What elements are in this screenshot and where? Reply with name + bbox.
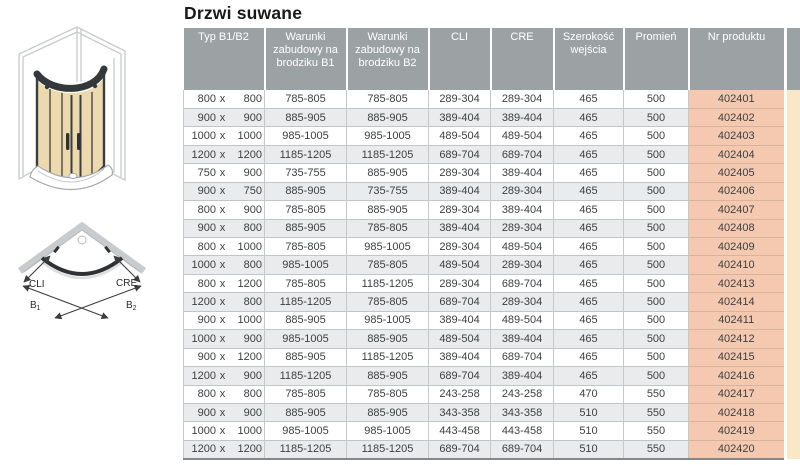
cell-cre: 689-704 xyxy=(491,348,554,366)
cell-promien: 500 xyxy=(624,201,689,219)
table-row xyxy=(184,108,784,126)
cell-promien: 550 xyxy=(624,385,689,403)
cell-nr-produktu: 402411 xyxy=(689,311,784,329)
cell-cre: 289-304 xyxy=(491,219,554,237)
header-typ: Typ B1/B2 xyxy=(184,28,265,90)
header-nr-produktu: Nr produktu xyxy=(689,28,784,90)
cell-nr-produktu: 402405 xyxy=(689,164,784,182)
table-body xyxy=(184,90,784,459)
cell-nr-produktu: 402401 xyxy=(689,90,784,108)
spec-table xyxy=(183,28,784,460)
cell-warunki-b2: 985-1005 xyxy=(347,127,429,145)
cell-warunki-b1: 985-1005 xyxy=(265,127,347,145)
cell-cre: 289-304 xyxy=(491,182,554,200)
cell-cli: 289-304 xyxy=(429,238,491,256)
table-row xyxy=(184,274,784,292)
header-promien: Promień xyxy=(624,28,689,90)
cell-nr-produktu: 402409 xyxy=(689,238,784,256)
cell-warunki-b2: 1185-1205 xyxy=(347,145,429,163)
cell-promien: 500 xyxy=(624,108,689,126)
cell-cli: 243-258 xyxy=(429,385,491,403)
cell-typ: 1200 x 1200 xyxy=(184,145,265,163)
cell-warunki-b2: 785-805 xyxy=(347,293,429,311)
cell-promien: 500 xyxy=(624,367,689,385)
cell-szerokosc: 510 xyxy=(554,422,624,440)
cell-nr-produktu: 402412 xyxy=(689,330,784,348)
cell-promien: 500 xyxy=(624,274,689,292)
cell-promien: 500 xyxy=(624,164,689,182)
page-title: Drzwi suwane xyxy=(184,3,303,23)
cell-cli: 443-458 xyxy=(429,422,491,440)
cell-typ: 900 x 800 xyxy=(184,219,265,237)
cell-promien: 500 xyxy=(624,330,689,348)
cell-warunki-b2: 785-805 xyxy=(347,256,429,274)
drain xyxy=(69,173,77,178)
cell-typ: 1200 x 1200 xyxy=(184,440,265,458)
table-row xyxy=(184,403,784,421)
cell-nr-produktu: 402419 xyxy=(689,422,784,440)
cell-cli: 289-304 xyxy=(429,90,491,108)
header-cli: CLI xyxy=(429,28,491,90)
table-row xyxy=(184,348,784,366)
roller-right xyxy=(93,84,97,88)
cell-cre: 389-404 xyxy=(491,367,554,385)
label-b1: $B_1$ xyxy=(30,300,41,312)
cell-szerokosc: 465 xyxy=(554,311,624,329)
cell-nr-produktu: 402413 xyxy=(689,274,784,292)
cell-nr-produktu: 402416 xyxy=(689,367,784,385)
cell-warunki-b2: 885-905 xyxy=(347,108,429,126)
cell-szerokosc: 465 xyxy=(554,219,624,237)
cell-szerokosc: 465 xyxy=(554,330,624,348)
cell-warunki-b2: 985-1005 xyxy=(347,422,429,440)
cell-szerokosc: 465 xyxy=(554,182,624,200)
label-cre: CRE xyxy=(116,278,138,289)
table-row xyxy=(184,219,784,237)
cell-warunki-b1: 1185-1205 xyxy=(265,440,347,458)
cell-szerokosc: 465 xyxy=(554,127,624,145)
cell-nr-produktu: 402410 xyxy=(689,256,784,274)
cell-typ: 900 x 1000 xyxy=(184,311,265,329)
cell-cre: 243-258 xyxy=(491,385,554,403)
cell-cre: 443-458 xyxy=(491,422,554,440)
table-row xyxy=(184,182,784,200)
cell-warunki-b1: 985-1005 xyxy=(265,330,347,348)
door-handle-right xyxy=(77,133,80,150)
cell-szerokosc: 465 xyxy=(554,164,624,182)
cell-typ: 800 x 800 xyxy=(184,90,265,108)
cell-typ: 900 x 900 xyxy=(184,108,265,126)
table-row xyxy=(184,127,784,145)
cell-warunki-b2: 785-805 xyxy=(347,219,429,237)
cell-nr-produktu: 402407 xyxy=(689,201,784,219)
header-cre: CRE xyxy=(491,28,554,90)
cell-warunki-b2: 985-1005 xyxy=(347,311,429,329)
header-row xyxy=(184,28,784,90)
cell-typ: 1000 x 900 xyxy=(184,330,265,348)
cell-warunki-b2: 1185-1205 xyxy=(347,440,429,458)
cell-warunki-b1: 785-805 xyxy=(265,274,347,292)
side-column-partial xyxy=(787,28,800,459)
cell-typ: 800 x 1000 xyxy=(184,238,265,256)
cell-promien: 500 xyxy=(624,311,689,329)
cell-warunki-b1: 985-1005 xyxy=(265,422,347,440)
cell-warunki-b1: 1185-1205 xyxy=(265,293,347,311)
cell-nr-produktu: 402404 xyxy=(689,145,784,163)
table-row xyxy=(184,164,784,182)
cell-szerokosc: 465 xyxy=(554,274,624,292)
cell-cli: 689-704 xyxy=(429,367,491,385)
roller-left xyxy=(45,85,49,89)
cell-szerokosc: 465 xyxy=(554,201,624,219)
cell-promien: 550 xyxy=(624,403,689,421)
header-warunki-b1: Warunki zabudowy na brodziku B1 xyxy=(265,28,347,90)
cell-nr-produktu: 402415 xyxy=(689,348,784,366)
table-row xyxy=(184,440,784,458)
cell-typ: 800 x 900 xyxy=(184,201,265,219)
cell-warunki-b1: 885-905 xyxy=(265,403,347,421)
cell-nr-produktu: 402420 xyxy=(689,440,784,458)
cell-warunki-b1: 985-1005 xyxy=(265,256,347,274)
cell-warunki-b2: 985-1005 xyxy=(347,238,429,256)
cell-cre: 289-304 xyxy=(491,256,554,274)
cell-promien: 500 xyxy=(624,348,689,366)
cell-warunki-b1: 885-905 xyxy=(265,108,347,126)
cell-warunki-b1: 885-905 xyxy=(265,348,347,366)
cell-nr-produktu: 402402 xyxy=(689,108,784,126)
cell-cre: 389-404 xyxy=(491,330,554,348)
cell-cli: 489-504 xyxy=(429,256,491,274)
cell-cli: 689-704 xyxy=(429,293,491,311)
cell-typ: 800 x 1200 xyxy=(184,274,265,292)
table-row xyxy=(184,385,784,403)
cell-warunki-b1: 785-805 xyxy=(265,238,347,256)
side-column-header xyxy=(787,28,800,90)
cell-warunki-b2: 785-805 xyxy=(347,90,429,108)
cell-typ: 1000 x 1000 xyxy=(184,422,265,440)
cell-nr-produktu: 402406 xyxy=(689,182,784,200)
cell-cli: 289-304 xyxy=(429,201,491,219)
cell-promien: 500 xyxy=(624,219,689,237)
cell-warunki-b1: 785-805 xyxy=(265,201,347,219)
cell-cre: 489-504 xyxy=(491,311,554,329)
cell-typ: 1200 x 800 xyxy=(184,293,265,311)
cell-cre: 389-404 xyxy=(491,201,554,219)
cell-warunki-b1: 885-905 xyxy=(265,311,347,329)
cell-typ: 1200 x 900 xyxy=(184,367,265,385)
cell-szerokosc: 465 xyxy=(554,367,624,385)
cell-cre: 389-404 xyxy=(491,164,554,182)
cell-szerokosc: 465 xyxy=(554,293,624,311)
cell-promien: 500 xyxy=(624,256,689,274)
cell-cre: 389-404 xyxy=(491,108,554,126)
cell-warunki-b2: 885-905 xyxy=(347,201,429,219)
cell-cli: 489-504 xyxy=(429,127,491,145)
cell-cli: 289-304 xyxy=(429,164,491,182)
cell-cli: 389-404 xyxy=(429,311,491,329)
cell-cli: 389-404 xyxy=(429,182,491,200)
table-row xyxy=(184,238,784,256)
cell-warunki-b2: 1185-1205 xyxy=(347,274,429,292)
cell-warunki-b1: 1185-1205 xyxy=(265,145,347,163)
cell-promien: 550 xyxy=(624,422,689,440)
cell-typ: 900 x 900 xyxy=(184,403,265,421)
spec-table-wrap xyxy=(183,28,784,460)
label-b2: $B_2$ xyxy=(126,300,137,312)
cell-cre: 489-504 xyxy=(491,238,554,256)
cell-typ: 1000 x 1000 xyxy=(184,127,265,145)
cell-promien: 550 xyxy=(624,440,689,458)
cell-cli: 389-404 xyxy=(429,348,491,366)
cell-typ: 750 x 900 xyxy=(184,164,265,182)
cell-promien: 500 xyxy=(624,145,689,163)
cell-szerokosc: 465 xyxy=(554,256,624,274)
cell-promien: 500 xyxy=(624,293,689,311)
cell-szerokosc: 465 xyxy=(554,238,624,256)
cell-szerokosc: 465 xyxy=(554,348,624,366)
cell-szerokosc: 465 xyxy=(554,90,624,108)
cell-typ: 900 x 1200 xyxy=(184,348,265,366)
cell-typ: 1000 x 800 xyxy=(184,256,265,274)
table-row xyxy=(184,145,784,163)
cell-cli: 389-404 xyxy=(429,108,491,126)
cell-cre: 689-704 xyxy=(491,440,554,458)
door-handle-left xyxy=(66,133,69,150)
cell-szerokosc: 510 xyxy=(554,440,624,458)
cell-nr-produktu: 402408 xyxy=(689,219,784,237)
cell-warunki-b2: 785-805 xyxy=(347,385,429,403)
cell-szerokosc: 465 xyxy=(554,108,624,126)
cell-cre: 689-704 xyxy=(491,145,554,163)
cell-warunki-b1: 885-905 xyxy=(265,182,347,200)
table-row xyxy=(184,367,784,385)
cell-warunki-b1: 885-905 xyxy=(265,219,347,237)
plan-drain xyxy=(78,236,86,244)
table-row xyxy=(184,422,784,440)
cell-warunki-b1: 785-805 xyxy=(265,385,347,403)
cell-warunki-b1: 785-805 xyxy=(265,90,347,108)
table-row xyxy=(184,293,784,311)
cell-szerokosc: 465 xyxy=(554,145,624,163)
cell-warunki-b1: 735-755 xyxy=(265,164,347,182)
cell-nr-produktu: 402414 xyxy=(689,293,784,311)
cell-cre: 489-504 xyxy=(491,127,554,145)
cell-szerokosc: 510 xyxy=(554,403,624,421)
cell-cre: 289-304 xyxy=(491,90,554,108)
table-row xyxy=(184,90,784,108)
cell-cli: 343-358 xyxy=(429,403,491,421)
table-row xyxy=(184,201,784,219)
cell-cli: 289-304 xyxy=(429,274,491,292)
cell-nr-produktu: 402417 xyxy=(689,385,784,403)
header-warunki-b2: Warunki zabudowy na brodziku B2 xyxy=(347,28,429,90)
cell-promien: 500 xyxy=(624,127,689,145)
cell-cre: 343-358 xyxy=(491,403,554,421)
cell-cli: 489-504 xyxy=(429,330,491,348)
enclosure-3d-diagram xyxy=(0,10,175,222)
cell-promien: 500 xyxy=(624,238,689,256)
cell-warunki-b2: 885-905 xyxy=(347,367,429,385)
table-row xyxy=(184,311,784,329)
cell-warunki-b2: 1185-1205 xyxy=(347,348,429,366)
cell-warunki-b2: 885-905 xyxy=(347,164,429,182)
cell-typ: 800 x 800 xyxy=(184,385,265,403)
cell-warunki-b2: 735-755 xyxy=(347,182,429,200)
label-cli: CLI xyxy=(29,279,45,290)
cell-warunki-b1: 1185-1205 xyxy=(265,367,347,385)
cell-warunki-b2: 885-905 xyxy=(347,403,429,421)
cell-warunki-b2: 885-905 xyxy=(347,330,429,348)
cell-szerokosc: 470 xyxy=(554,385,624,403)
header-szerokosc: Szerokość wejścia xyxy=(554,28,624,90)
cell-cre: 289-304 xyxy=(491,293,554,311)
cell-nr-produktu: 402403 xyxy=(689,127,784,145)
cell-cli: 389-404 xyxy=(429,219,491,237)
table-row xyxy=(184,256,784,274)
cell-cli: 689-704 xyxy=(429,145,491,163)
cell-nr-produktu: 402418 xyxy=(689,403,784,421)
enclosure-plan-diagram xyxy=(0,222,175,332)
side-column-body xyxy=(787,90,800,459)
cell-promien: 500 xyxy=(624,90,689,108)
cell-typ: 900 x 750 xyxy=(184,182,265,200)
cell-cre: 689-704 xyxy=(491,274,554,292)
table-row xyxy=(184,330,784,348)
cell-promien: 500 xyxy=(624,182,689,200)
cell-cli: 689-704 xyxy=(429,440,491,458)
